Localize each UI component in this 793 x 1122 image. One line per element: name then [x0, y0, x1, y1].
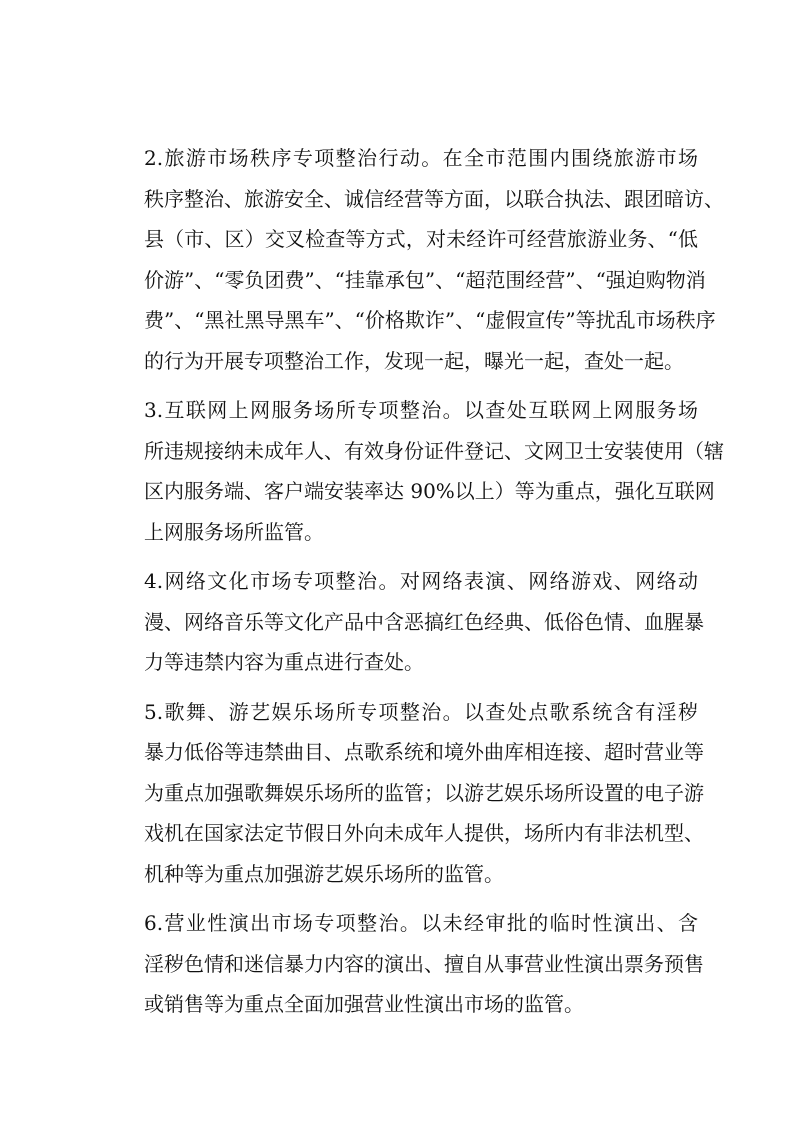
paragraph-gap [104, 683, 698, 692]
text-line: 漫、网络音乐等文化产品中含恶搞红色经典、低俗色情、血腥暴 [144, 609, 704, 634]
paragraph-gap [104, 894, 698, 903]
text-line: 暴力低俗等违禁曲目、点歌系统和境外曲库相连接、超时营业等 [144, 740, 704, 764]
text-line: 机种等为重点加强游艺娱乐场所的监管。 [144, 861, 504, 886]
text-line: 的行为开展专项整治工作，发现一起，曝光一起，查处一起。 [144, 348, 684, 373]
text-line: 区内服务端、客户端安装率达 90%以上）等为重点，强化互联网 [144, 479, 715, 503]
text-line: 所违规接纳未成年人、有效身份证件登记、文网卫士安装使用（辖 [144, 438, 724, 463]
paragraph-entertainment-venues [104, 692, 704, 895]
text-line: 或销售等为重点全面加强营业性演出市场的监管。 [144, 992, 584, 1016]
text-line: 县（市、区）交叉检查等方式，对未经许可经营旅游业务、“低 [144, 227, 698, 251]
text-line: 秩序整治、旅游安全、诚信经营等方面，以联合执法、跟团暗访、 [144, 186, 724, 211]
paragraph-gap [104, 381, 698, 390]
text-line: 3.互联网上网服务场所专项整治。以查处互联网上网服务场 [144, 398, 698, 422]
text-line: 戏机在国家法定节假日外向未成年人提供，场所内有非法机型、 [144, 821, 704, 845]
paragraph-commercial-performance [104, 903, 704, 1025]
text-line: 力等违禁内容为重点进行查处。 [144, 650, 424, 674]
paragraph-tourism-market [104, 138, 724, 381]
document-body [104, 138, 724, 1025]
text-line: 费”、“黑社黑导黑车”、“价格欺诈”、“虚假宣传”等扰乱市场秩序 [144, 308, 716, 332]
paragraph-gap [104, 552, 698, 561]
text-line: 为重点加强歌舞娱乐场所的监管；以游艺娱乐场所设置的电子游 [144, 780, 704, 805]
text-line: 5.歌舞、游艺娱乐场所专项整治。以查处点歌系统含有淫秽 [144, 699, 698, 724]
text-line: 4.网络文化市场专项整治。对网络表演、网络游戏、网络动 [144, 569, 698, 593]
text-line: 淫秽色情和迷信暴力内容的演出、擅自从事营业性演出票务预售 [144, 951, 704, 976]
text-line: 价游”、“零负团费”、“挂靠承包”、“超范围经营”、“强迫购物消 [144, 267, 706, 292]
text-line: 上网服务场所监管。 [144, 519, 324, 544]
paragraph-internet-cafe [104, 390, 724, 552]
text-line: 2.旅游市场秩序专项整治行动。在全市范围内围绕旅游市场 [144, 146, 698, 170]
text-line: 6.营业性演出市场专项整治。以未经审批的临时性演出、含 [144, 911, 698, 935]
paragraph-online-culture [104, 561, 704, 683]
